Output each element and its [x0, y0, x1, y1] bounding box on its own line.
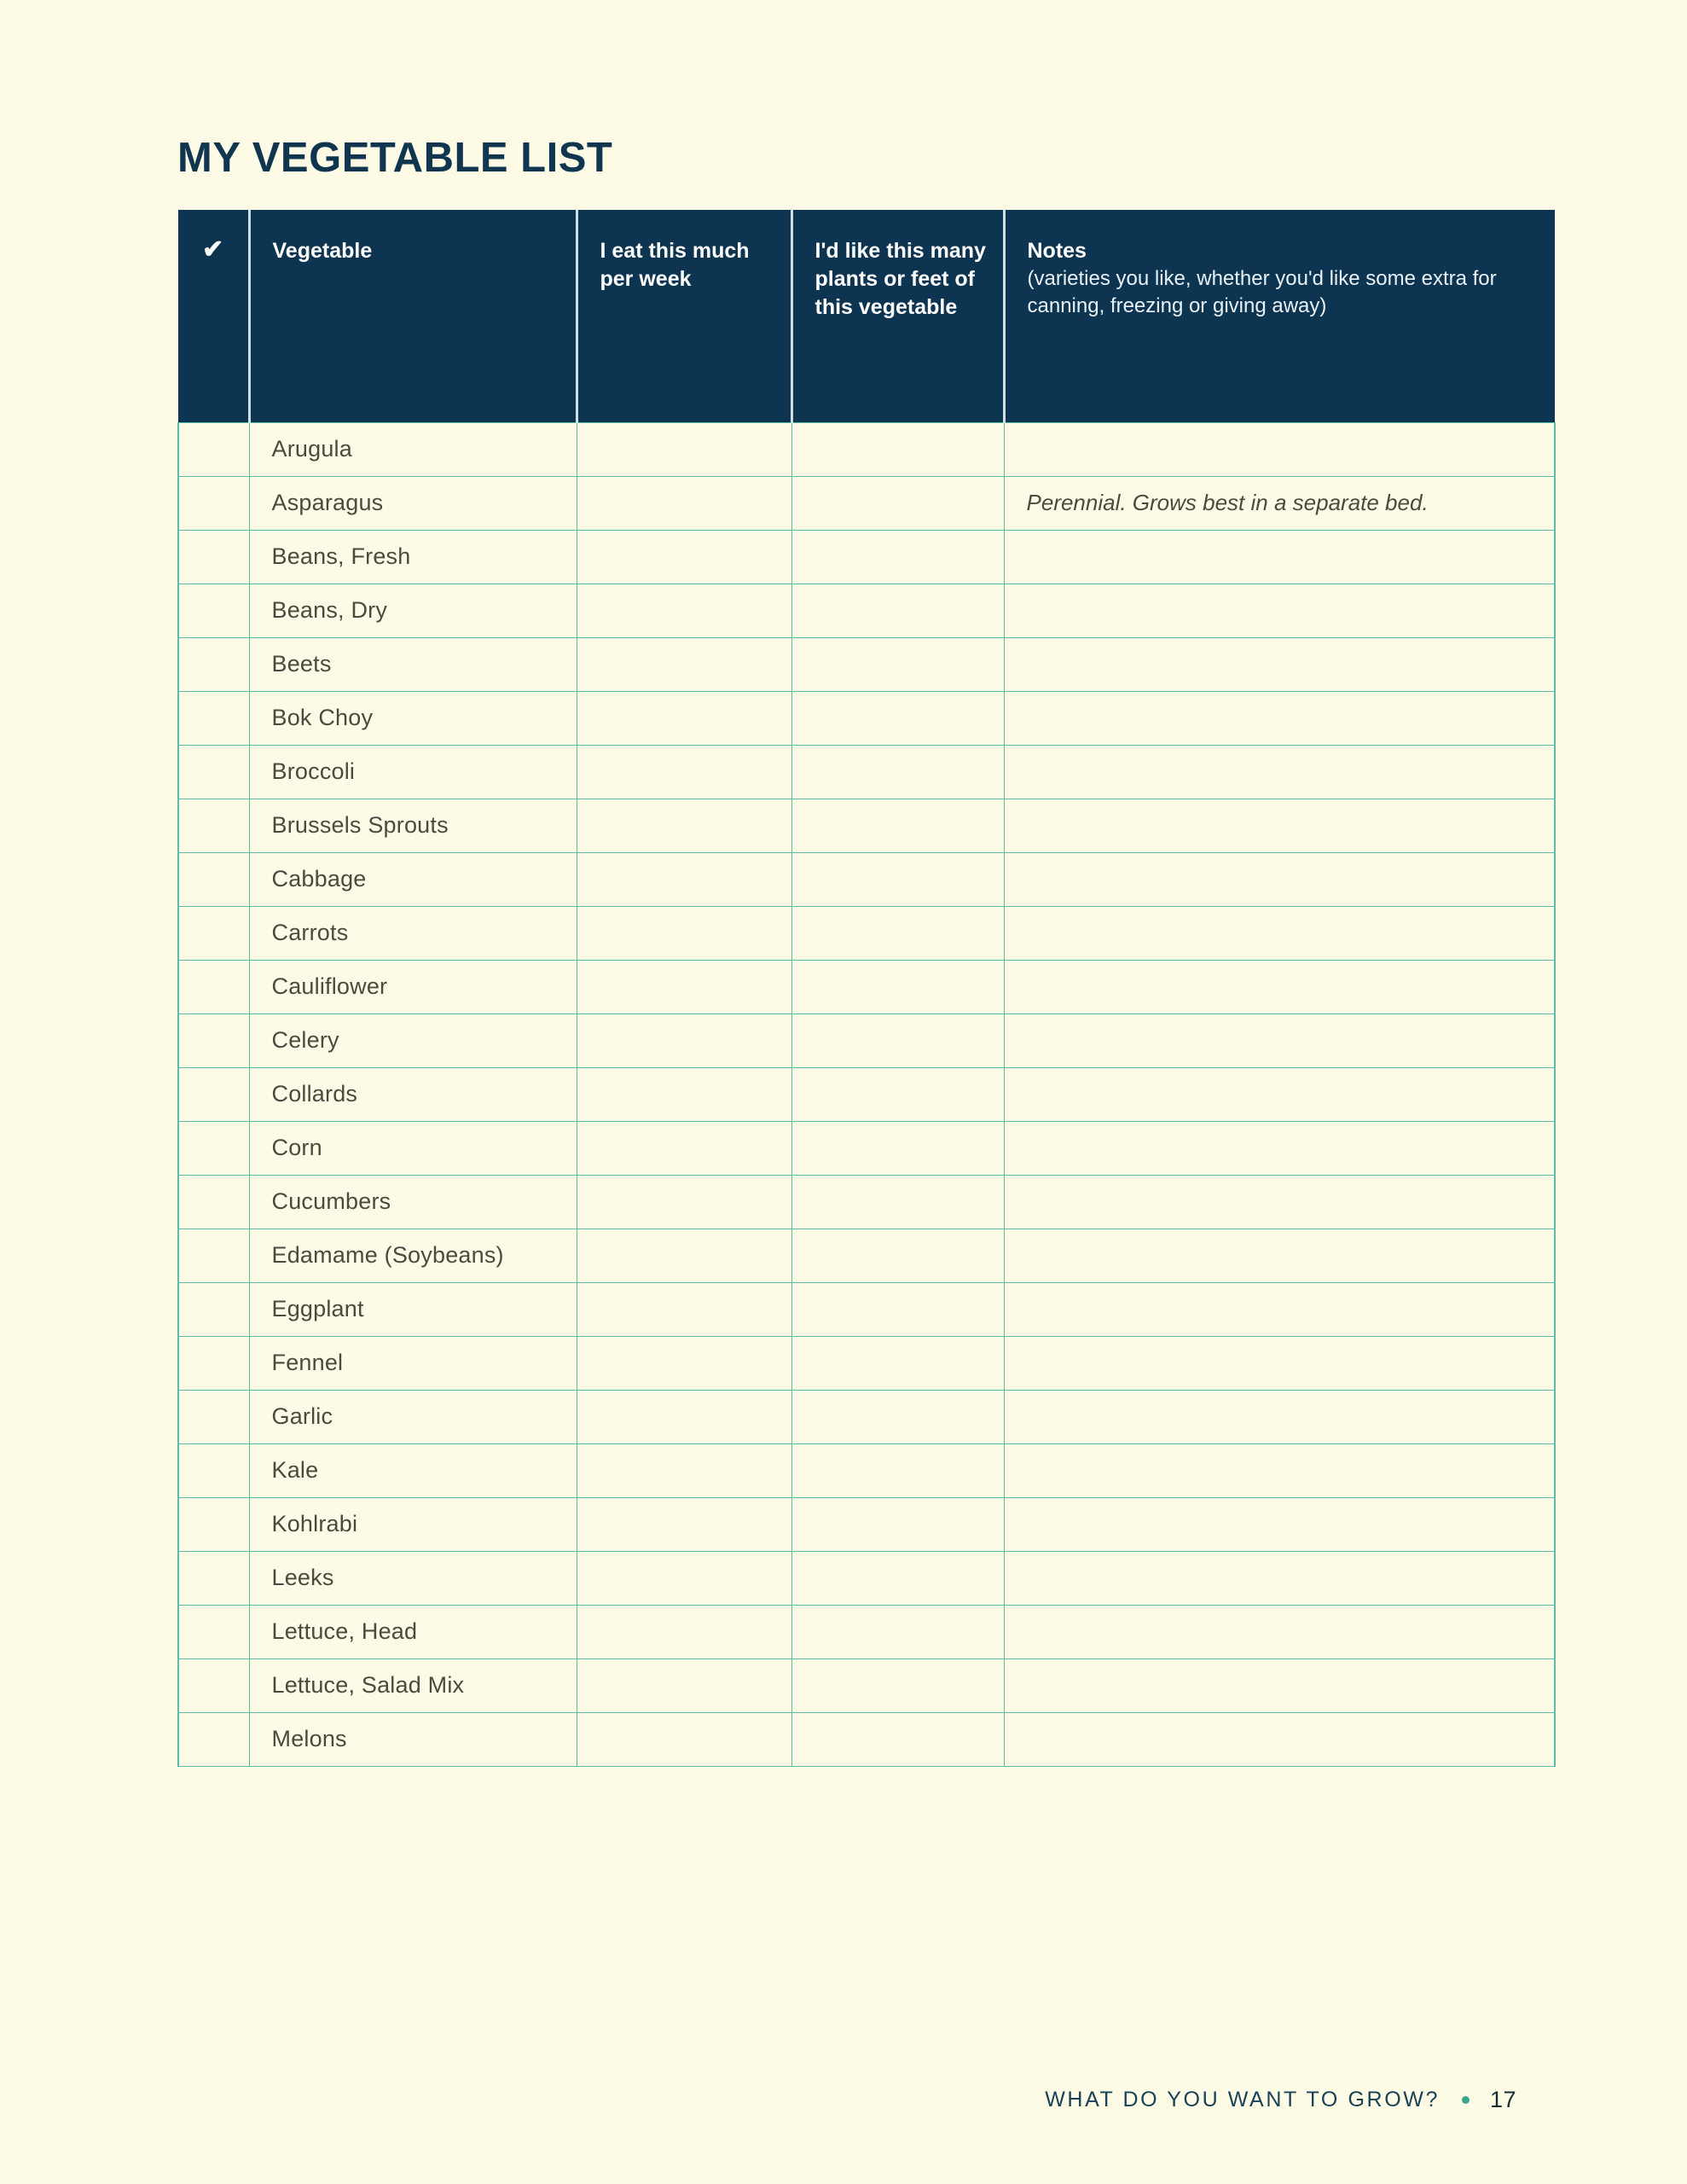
row-checkbox-cell[interactable] — [178, 637, 249, 691]
row-vegetable-label: Carrots — [271, 920, 349, 946]
row-eat-per-week-cell[interactable] — [577, 799, 791, 852]
row-eat-per-week-cell[interactable] — [577, 1605, 791, 1658]
row-vegetable-cell — [249, 1497, 577, 1551]
row-eat-per-week-cell[interactable] — [577, 906, 791, 960]
page-footer — [1045, 2087, 1516, 2113]
row-vegetable-cell — [249, 1658, 577, 1712]
column-header-notes-sublabel: (varieties you like, whether you'd like some extra for canning, freezing or giving away) — [1027, 267, 1497, 317]
row-checkbox-cell[interactable] — [178, 1282, 249, 1336]
row-checkbox-cell[interactable] — [178, 1390, 249, 1443]
column-header-vegetable-label: Vegetable — [272, 239, 373, 263]
row-notes-cell[interactable] — [1004, 1390, 1555, 1443]
row-eat-per-week-cell[interactable] — [577, 1336, 791, 1390]
row-plants-or-feet-cell[interactable] — [791, 906, 1004, 960]
row-vegetable-cell — [249, 1175, 577, 1228]
page-title: MY VEGETABLE LIST — [177, 134, 613, 181]
row-eat-per-week-cell[interactable] — [577, 584, 791, 637]
table-row — [178, 1712, 1555, 1766]
column-header-plants-or-feet-label: I'd like this many plants or feet of this vegetable — [815, 239, 986, 319]
row-eat-per-week-cell[interactable] — [577, 1443, 791, 1497]
row-plants-or-feet-cell[interactable] — [791, 1497, 1004, 1551]
row-eat-per-week-cell[interactable] — [577, 1175, 791, 1228]
row-checkbox-cell[interactable] — [178, 960, 249, 1014]
row-notes-cell[interactable] — [1004, 422, 1555, 476]
row-eat-per-week-cell[interactable] — [577, 1497, 791, 1551]
row-vegetable-label: Celery — [271, 1027, 339, 1054]
row-checkbox-cell[interactable] — [178, 1067, 249, 1121]
row-vegetable-label: Kale — [271, 1457, 319, 1484]
row-notes-cell[interactable] — [1004, 1551, 1555, 1605]
row-plants-or-feet-cell[interactable] — [791, 1551, 1004, 1605]
row-plants-or-feet-cell[interactable] — [791, 637, 1004, 691]
table-row — [178, 1497, 1555, 1551]
row-notes-cell[interactable] — [1004, 691, 1555, 745]
table-row — [178, 530, 1555, 584]
row-eat-per-week-cell[interactable] — [577, 422, 791, 476]
row-notes-cell[interactable] — [1004, 1443, 1555, 1497]
row-vegetable-label: Lettuce, Salad Mix — [271, 1672, 465, 1699]
row-notes-cell[interactable] — [1004, 799, 1555, 852]
table-row — [178, 745, 1555, 799]
table-row — [178, 1121, 1555, 1175]
row-notes-cell[interactable] — [1004, 960, 1555, 1014]
row-eat-per-week-cell[interactable] — [577, 1228, 791, 1282]
row-checkbox-cell[interactable] — [178, 1175, 249, 1228]
row-vegetable-label: Collards — [271, 1081, 358, 1107]
row-vegetable-cell — [249, 422, 577, 476]
row-plants-or-feet-cell[interactable] — [791, 422, 1004, 476]
row-plants-or-feet-cell[interactable] — [791, 1605, 1004, 1658]
table-row — [178, 1282, 1555, 1336]
row-vegetable-label: Leeks — [271, 1565, 334, 1591]
row-notes-cell[interactable] — [1004, 1121, 1555, 1175]
table-row — [178, 1336, 1555, 1390]
row-plants-or-feet-cell[interactable] — [791, 960, 1004, 1014]
row-vegetable-label: Eggplant — [271, 1296, 364, 1322]
table-row — [178, 1390, 1555, 1443]
table-row — [178, 422, 1555, 476]
row-checkbox-cell[interactable] — [178, 906, 249, 960]
row-vegetable-cell — [249, 1443, 577, 1497]
table-row — [178, 1228, 1555, 1282]
table-row — [178, 852, 1555, 906]
row-vegetable-cell — [249, 584, 577, 637]
row-notes-label: Perennial. Grows best in a separate bed. — [1026, 489, 1429, 515]
row-vegetable-label: Cauliflower — [271, 973, 388, 1000]
row-vegetable-cell — [249, 1228, 577, 1282]
row-plants-or-feet-cell[interactable] — [791, 1121, 1004, 1175]
row-vegetable-cell — [249, 691, 577, 745]
row-vegetable-cell — [249, 1551, 577, 1605]
row-vegetable-cell — [249, 1067, 577, 1121]
row-vegetable-label: Arugula — [271, 436, 352, 462]
row-vegetable-cell — [249, 1336, 577, 1390]
row-plants-or-feet-cell[interactable] — [791, 799, 1004, 852]
row-vegetable-label: Garlic — [271, 1403, 333, 1430]
row-plants-or-feet-cell[interactable] — [791, 1228, 1004, 1282]
row-checkbox-cell[interactable] — [178, 691, 249, 745]
row-vegetable-cell — [249, 637, 577, 691]
row-vegetable-label: Bok Choy — [271, 705, 374, 731]
footer-page-number: 17 — [1489, 2087, 1516, 2112]
row-vegetable-cell — [249, 1014, 577, 1067]
table-row — [178, 691, 1555, 745]
row-checkbox-cell[interactable] — [178, 799, 249, 852]
row-notes-cell[interactable] — [1004, 476, 1555, 530]
row-notes-cell[interactable] — [1004, 637, 1555, 691]
table-row — [178, 906, 1555, 960]
row-vegetable-label: Beets — [271, 651, 332, 677]
table-row — [178, 1605, 1555, 1658]
row-vegetable-cell — [249, 1712, 577, 1766]
row-checkbox-cell[interactable] — [178, 1443, 249, 1497]
table-header — [178, 210, 1555, 422]
row-eat-per-week-cell[interactable] — [577, 1390, 791, 1443]
row-notes-cell[interactable] — [1004, 1336, 1555, 1390]
row-notes-cell[interactable] — [1004, 852, 1555, 906]
column-header-check — [178, 210, 249, 422]
row-notes-cell[interactable] — [1004, 1282, 1555, 1336]
row-eat-per-week-cell[interactable] — [577, 1282, 791, 1336]
row-checkbox-cell[interactable] — [178, 530, 249, 584]
row-notes-cell[interactable] — [1004, 745, 1555, 799]
table-body — [178, 422, 1555, 1766]
table-row — [178, 1014, 1555, 1067]
checkmark-icon: ✔ — [202, 235, 224, 264]
row-vegetable-cell — [249, 530, 577, 584]
column-header-notes — [1004, 210, 1555, 422]
row-vegetable-cell — [249, 906, 577, 960]
row-vegetable-cell — [249, 1390, 577, 1443]
table-row — [178, 1067, 1555, 1121]
row-checkbox-cell[interactable] — [178, 1551, 249, 1605]
row-vegetable-cell — [249, 799, 577, 852]
row-checkbox-cell[interactable] — [178, 422, 249, 476]
row-vegetable-label: Cucumbers — [271, 1188, 391, 1215]
row-checkbox-cell[interactable] — [178, 1658, 249, 1712]
row-eat-per-week-cell[interactable] — [577, 1712, 791, 1766]
row-checkbox-cell[interactable] — [178, 1228, 249, 1282]
row-eat-per-week-cell[interactable] — [577, 476, 791, 530]
row-vegetable-label: Fennel — [271, 1350, 344, 1376]
row-eat-per-week-cell[interactable] — [577, 745, 791, 799]
table-row — [178, 960, 1555, 1014]
row-eat-per-week-cell[interactable] — [577, 1658, 791, 1712]
table-row — [178, 1658, 1555, 1712]
row-checkbox-cell[interactable] — [178, 1336, 249, 1390]
row-vegetable-label: Kohlrabi — [271, 1511, 358, 1537]
row-vegetable-cell — [249, 1605, 577, 1658]
row-notes-cell[interactable] — [1004, 1067, 1555, 1121]
row-notes-cell[interactable] — [1004, 1228, 1555, 1282]
row-checkbox-cell[interactable] — [178, 584, 249, 637]
row-notes-cell[interactable] — [1004, 1175, 1555, 1228]
table-row — [178, 799, 1555, 852]
column-header-eat-per-week-label: I eat this much per week — [600, 239, 750, 291]
row-notes-cell[interactable] — [1004, 1658, 1555, 1712]
row-vegetable-label: Asparagus — [271, 490, 384, 516]
row-checkbox-cell[interactable] — [178, 1121, 249, 1175]
row-plants-or-feet-cell[interactable] — [791, 1067, 1004, 1121]
row-notes-cell[interactable] — [1004, 1605, 1555, 1658]
row-vegetable-label: Corn — [271, 1135, 322, 1161]
column-header-eat-per-week — [577, 210, 791, 422]
row-plants-or-feet-cell[interactable] — [791, 1282, 1004, 1336]
row-checkbox-cell[interactable] — [178, 852, 249, 906]
row-vegetable-cell — [249, 960, 577, 1014]
row-notes-cell[interactable] — [1004, 1014, 1555, 1067]
table-row — [178, 1551, 1555, 1605]
table-row — [178, 1175, 1555, 1228]
row-plants-or-feet-cell[interactable] — [791, 1014, 1004, 1067]
row-plants-or-feet-cell[interactable] — [791, 476, 1004, 530]
row-plants-or-feet-cell[interactable] — [791, 1443, 1004, 1497]
table-row — [178, 584, 1555, 637]
row-eat-per-week-cell[interactable] — [577, 852, 791, 906]
row-vegetable-cell — [249, 476, 577, 530]
row-vegetable-label: Beans, Dry — [271, 597, 388, 624]
row-eat-per-week-cell[interactable] — [577, 1014, 791, 1067]
row-checkbox-cell[interactable] — [178, 1712, 249, 1766]
table-row — [178, 637, 1555, 691]
row-checkbox-cell[interactable] — [178, 745, 249, 799]
row-plants-or-feet-cell[interactable] — [791, 1712, 1004, 1766]
row-vegetable-label: Lettuce, Head — [271, 1618, 418, 1645]
row-plants-or-feet-cell[interactable] — [791, 584, 1004, 637]
row-eat-per-week-cell[interactable] — [577, 1067, 791, 1121]
row-eat-per-week-cell[interactable] — [577, 530, 791, 584]
footer-section-label: WHAT DO YOU WANT TO GROW? — [1045, 2088, 1440, 2111]
row-vegetable-cell — [249, 1121, 577, 1175]
row-notes-cell[interactable] — [1004, 906, 1555, 960]
row-checkbox-cell[interactable] — [178, 1497, 249, 1551]
row-notes-cell[interactable] — [1004, 530, 1555, 584]
row-vegetable-cell — [249, 1282, 577, 1336]
row-checkbox-cell[interactable] — [178, 1014, 249, 1067]
row-eat-per-week-cell[interactable] — [577, 691, 791, 745]
row-vegetable-label: Broccoli — [271, 758, 356, 785]
row-plants-or-feet-cell[interactable] — [791, 852, 1004, 906]
row-plants-or-feet-cell[interactable] — [791, 691, 1004, 745]
row-plants-or-feet-cell[interactable] — [791, 745, 1004, 799]
table-row — [178, 1443, 1555, 1497]
footer-separator-dot — [1462, 2096, 1470, 2104]
row-notes-cell[interactable] — [1004, 1712, 1555, 1766]
row-checkbox-cell[interactable] — [178, 1605, 249, 1658]
row-plants-or-feet-cell[interactable] — [791, 1175, 1004, 1228]
column-header-notes-label: Notes — [1027, 239, 1087, 263]
row-vegetable-label: Melons — [271, 1726, 347, 1752]
vegetable-list-table — [177, 210, 1556, 1767]
row-vegetable-label: Beans, Fresh — [271, 543, 411, 570]
row-vegetable-label: Brussels Sprouts — [271, 812, 449, 839]
row-eat-per-week-cell[interactable] — [577, 960, 791, 1014]
row-notes-cell[interactable] — [1004, 584, 1555, 637]
row-notes-cell[interactable] — [1004, 1497, 1555, 1551]
row-plants-or-feet-cell[interactable] — [791, 1658, 1004, 1712]
column-header-vegetable — [249, 210, 577, 422]
row-eat-per-week-cell[interactable] — [577, 637, 791, 691]
row-vegetable-label: Cabbage — [271, 866, 367, 892]
table-row — [178, 476, 1555, 530]
row-eat-per-week-cell[interactable] — [577, 1551, 791, 1605]
row-vegetable-label: Edamame (Soybeans) — [271, 1242, 504, 1269]
column-header-plants-or-feet — [791, 210, 1004, 422]
table-header-row — [178, 210, 1555, 422]
row-eat-per-week-cell[interactable] — [577, 1121, 791, 1175]
row-plants-or-feet-cell[interactable] — [791, 530, 1004, 584]
row-vegetable-cell — [249, 852, 577, 906]
row-plants-or-feet-cell[interactable] — [791, 1336, 1004, 1390]
row-vegetable-cell — [249, 745, 577, 799]
row-plants-or-feet-cell[interactable] — [791, 1390, 1004, 1443]
row-checkbox-cell[interactable] — [178, 476, 249, 530]
